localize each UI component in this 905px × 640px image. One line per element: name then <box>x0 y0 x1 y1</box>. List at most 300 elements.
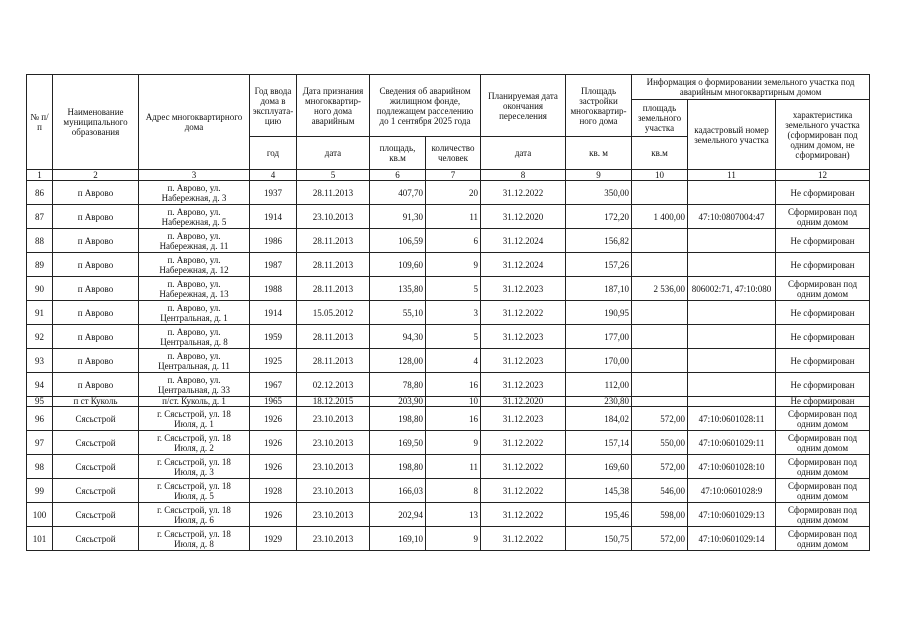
planned-date: 31.12.2020 <box>502 396 544 406</box>
cell-number <box>27 527 53 551</box>
emergency-area: 109,60 <box>398 259 423 270</box>
cell-number <box>27 277 53 301</box>
built-area: 170,00 <box>604 355 630 366</box>
address-line-1: п/ст. Куколь, д. 1 <box>162 396 226 406</box>
col-number: 12 <box>776 170 870 181</box>
cell-area <box>370 229 426 253</box>
characteristic-line-2: одним домом <box>797 490 849 501</box>
cell-people <box>426 205 481 229</box>
commission-year: 1914 <box>264 307 282 318</box>
header-land-area: площадь земельного участка <box>632 100 688 137</box>
cell-land-area <box>632 373 688 397</box>
cell-recognition-date <box>297 373 370 397</box>
row-number: 98 <box>35 461 44 472</box>
cell-people <box>426 407 481 431</box>
table-row <box>27 397 870 407</box>
characteristic-line-1: Не сформирован <box>790 307 855 318</box>
land-area: 2 536,00 <box>653 283 686 294</box>
cell-people <box>426 527 481 551</box>
cell-plan-date <box>481 181 566 205</box>
table-body <box>27 181 870 551</box>
cell-cadastral <box>688 301 776 325</box>
cell-municipality <box>53 325 139 349</box>
people-count: 16 <box>469 379 479 390</box>
people-count: 5 <box>473 283 479 294</box>
row-number: 100 <box>32 509 47 520</box>
address-line-1: п. Аврово, ул. <box>167 350 221 361</box>
cell-area <box>370 349 426 373</box>
cell-characteristic <box>776 503 870 527</box>
address-line-1: г. Сясьстрой, ул. 18 <box>157 480 231 491</box>
people-count: 20 <box>469 187 479 198</box>
cell-address <box>139 431 250 455</box>
cell-people <box>426 373 481 397</box>
cell-recognition-date <box>297 325 370 349</box>
cell-recognition-date <box>297 527 370 551</box>
cell-year <box>250 325 297 349</box>
land-area: 1 400,00 <box>653 211 686 222</box>
row-number: 94 <box>35 379 44 390</box>
characteristic-line-1: Сформирован под <box>788 480 858 491</box>
cadastral-number: 47:10:0601028:9 <box>700 485 763 496</box>
col-number: 9 <box>566 170 632 181</box>
planned-date: 31.12.2023 <box>502 331 544 342</box>
cell-cadastral <box>688 503 776 527</box>
address-line-1: г. Сясьстрой, ул. 18 <box>157 408 231 419</box>
built-area: 184,02 <box>604 413 630 424</box>
cell-built-area <box>566 431 632 455</box>
col-number: 6 <box>370 170 426 181</box>
cell-land-area <box>632 349 688 373</box>
recognition-date: 28.11.2013 <box>312 331 354 342</box>
cell-characteristic <box>776 205 870 229</box>
cell-built-area <box>566 349 632 373</box>
cell-land-area <box>632 503 688 527</box>
commission-year: 1988 <box>264 283 282 294</box>
cell-people <box>426 503 481 527</box>
cell-characteristic <box>776 479 870 503</box>
cell-year <box>250 397 297 407</box>
column-numbers-row <box>27 170 870 181</box>
cell-built-area <box>566 407 632 431</box>
cell-year <box>250 301 297 325</box>
address-line-2: Набережная, д. 5 <box>161 216 227 227</box>
planned-date: 31.12.2024 <box>502 259 544 270</box>
cell-area <box>370 301 426 325</box>
planned-date: 31.12.2023 <box>502 413 544 424</box>
cell-characteristic <box>776 301 870 325</box>
recognition-date: 23.10.2013 <box>312 485 354 496</box>
emergency-area: 91,30 <box>402 211 423 222</box>
cell-plan-date <box>481 205 566 229</box>
cell-land-area <box>632 455 688 479</box>
cell-number <box>27 431 53 455</box>
municipality-name: п Аврово <box>77 211 114 222</box>
cell-year <box>250 229 297 253</box>
commission-year: 1965 <box>264 396 282 406</box>
characteristic-line-2: одним домом <box>797 288 849 299</box>
characteristic-line-2: одним домом <box>797 216 849 227</box>
address-line-2: Центральная, д. 8 <box>160 336 228 347</box>
table-row <box>27 407 870 431</box>
people-count: 9 <box>473 533 479 544</box>
cell-municipality <box>53 181 139 205</box>
address-line-1: п. Аврово, ул. <box>167 278 221 289</box>
cell-address <box>139 407 250 431</box>
planned-date: 31.12.2022 <box>502 307 544 318</box>
cell-plan-date <box>481 431 566 455</box>
unit-built: кв. м <box>566 137 632 170</box>
cell-cadastral <box>688 527 776 551</box>
table-row <box>27 277 870 301</box>
cell-plan-date <box>481 325 566 349</box>
cell-number <box>27 397 53 407</box>
cell-address <box>139 397 250 407</box>
commission-year: 1926 <box>264 413 282 424</box>
recognition-date: 28.11.2013 <box>312 259 354 270</box>
cell-plan-date <box>481 503 566 527</box>
cell-cadastral <box>688 479 776 503</box>
table-row <box>27 431 870 455</box>
cell-built-area <box>566 277 632 301</box>
cell-cadastral <box>688 407 776 431</box>
cell-land-area <box>632 229 688 253</box>
cell-area <box>370 527 426 551</box>
cell-municipality <box>53 479 139 503</box>
cell-municipality <box>53 205 139 229</box>
people-count: 6 <box>473 235 479 246</box>
commission-year: 1929 <box>264 533 282 544</box>
cell-people <box>426 349 481 373</box>
header-land-info: Информация о формировании земельного участка под аварийным многоквартирным домом <box>632 75 870 100</box>
cell-municipality <box>53 527 139 551</box>
cell-address <box>139 373 250 397</box>
table-row <box>27 479 870 503</box>
characteristic-line-1: Сформирован под <box>788 432 858 443</box>
table-row <box>27 455 870 479</box>
planned-date: 31.12.2022 <box>502 509 544 520</box>
people-count: 11 <box>469 211 479 222</box>
commission-year: 1987 <box>264 259 282 270</box>
recognition-date: 28.11.2013 <box>312 283 354 294</box>
unit-date: дата <box>297 137 370 170</box>
planned-date: 31.12.2022 <box>502 461 544 472</box>
cell-recognition-date <box>297 205 370 229</box>
municipality-name: Сясьстрой <box>75 413 116 424</box>
address-line-2: Центральная, д. 33 <box>157 384 231 395</box>
cell-area <box>370 503 426 527</box>
characteristic-line-1: Сформирован под <box>788 504 858 515</box>
cell-characteristic <box>776 229 870 253</box>
cell-municipality <box>53 503 139 527</box>
cell-municipality <box>53 349 139 373</box>
cell-characteristic <box>776 349 870 373</box>
cell-recognition-date <box>297 407 370 431</box>
address-line-1: п. Аврово, ул. <box>167 206 221 217</box>
address-line-2: Центральная, д. 1 <box>160 312 228 323</box>
cell-recognition-date <box>297 253 370 277</box>
cell-address <box>139 455 250 479</box>
emergency-area: 94,30 <box>402 331 423 342</box>
planned-date: 31.12.2023 <box>502 379 544 390</box>
built-area: 156,82 <box>604 235 630 246</box>
emergency-area: 407,70 <box>398 187 423 198</box>
cell-number <box>27 349 53 373</box>
cell-built-area <box>566 325 632 349</box>
address-line-2: Набережная, д. 3 <box>161 192 227 203</box>
cell-built-area <box>566 455 632 479</box>
recognition-date: 23.10.2013 <box>312 461 354 472</box>
cell-municipality <box>53 229 139 253</box>
cell-characteristic <box>776 181 870 205</box>
emergency-area: 169,50 <box>398 437 423 448</box>
cell-recognition-date <box>297 181 370 205</box>
cadastral-number: 47:10:0601028:10 <box>698 461 765 472</box>
planned-date: 31.12.2024 <box>502 235 544 246</box>
cell-recognition-date <box>297 455 370 479</box>
cell-people <box>426 277 481 301</box>
cell-land-area <box>632 181 688 205</box>
cell-land-area <box>632 205 688 229</box>
address-line-2: Июля, д. 8 <box>174 538 214 549</box>
cell-plan-date <box>481 455 566 479</box>
table-row <box>27 205 870 229</box>
address-line-1: г. Сясьстрой, ул. 18 <box>157 456 231 467</box>
cell-characteristic <box>776 277 870 301</box>
commission-year: 1959 <box>264 331 282 342</box>
address-line-2: Июля, д. 1 <box>174 418 214 429</box>
row-number: 97 <box>35 437 44 448</box>
cell-address <box>139 181 250 205</box>
address-line-1: п. Аврово, ул. <box>167 254 221 265</box>
cell-people <box>426 325 481 349</box>
table-row <box>27 373 870 397</box>
header-built-area: Площадь застройки многоквартир-ного дома <box>566 75 632 137</box>
characteristic-line-1: Не сформирован <box>790 396 855 406</box>
cell-recognition-date <box>297 229 370 253</box>
row-number: 86 <box>35 187 44 198</box>
characteristic-line-1: Не сформирован <box>790 379 855 390</box>
cell-number <box>27 503 53 527</box>
municipality-name: п Аврово <box>77 355 114 366</box>
cell-municipality <box>53 431 139 455</box>
cell-year <box>250 407 297 431</box>
unit-land: кв.м <box>632 137 688 170</box>
people-count: 4 <box>473 355 479 366</box>
col-number: 7 <box>426 170 481 181</box>
cell-municipality <box>53 301 139 325</box>
table-row <box>27 325 870 349</box>
cell-characteristic <box>776 527 870 551</box>
cell-municipality <box>53 407 139 431</box>
row-number: 95 <box>35 396 44 406</box>
address-line-1: п. Аврово, ул. <box>167 326 221 337</box>
cell-built-area <box>566 479 632 503</box>
built-area: 172,20 <box>604 211 630 222</box>
municipality-name: Сясьстрой <box>75 461 116 472</box>
emergency-area: 202,94 <box>398 509 423 520</box>
cell-built-area <box>566 205 632 229</box>
people-count: 11 <box>469 461 479 472</box>
recognition-date: 18.12.2015 <box>312 396 354 406</box>
cell-number <box>27 253 53 277</box>
commission-year: 1926 <box>264 509 282 520</box>
cell-address <box>139 277 250 301</box>
cell-number <box>27 181 53 205</box>
row-number: 99 <box>35 485 44 496</box>
cell-characteristic <box>776 325 870 349</box>
cell-number <box>27 205 53 229</box>
commission-year: 1914 <box>264 211 282 222</box>
cell-number <box>27 325 53 349</box>
col-number: 11 <box>688 170 776 181</box>
cell-municipality <box>53 455 139 479</box>
cell-address <box>139 253 250 277</box>
cell-characteristic <box>776 397 870 407</box>
cell-municipality <box>53 277 139 301</box>
cell-people <box>426 397 481 407</box>
recognition-date: 23.10.2013 <box>312 509 354 520</box>
header-planned-date: Планируемая дата окончания переселения <box>481 75 566 137</box>
header-fund-info: Сведения об аварийном жилищном фонде, подлежащем расселению до 1 сентября 2025 года <box>370 75 481 137</box>
commission-year: 1928 <box>264 485 282 496</box>
recognition-date: 15.05.2012 <box>312 307 354 318</box>
cell-area <box>370 253 426 277</box>
table-row <box>27 349 870 373</box>
cell-cadastral <box>688 205 776 229</box>
cell-area <box>370 181 426 205</box>
municipality-name: п Аврово <box>77 259 114 270</box>
emergency-area: 166,03 <box>398 485 423 496</box>
cell-address <box>139 325 250 349</box>
built-area: 169,60 <box>604 461 630 472</box>
cell-cadastral <box>688 373 776 397</box>
address-line-1: п. Аврово, ул. <box>167 302 221 313</box>
cell-area <box>370 455 426 479</box>
address-line-2: Июля, д. 3 <box>174 466 214 477</box>
emergency-area: 135,80 <box>398 283 423 294</box>
cell-address <box>139 349 250 373</box>
built-area: 177,00 <box>604 331 630 342</box>
characteristic-line-2: одним домом <box>797 538 849 549</box>
commission-year: 1926 <box>264 437 282 448</box>
row-number: 88 <box>35 235 44 246</box>
cell-land-area <box>632 407 688 431</box>
address-line-1: г. Сясьстрой, ул. 18 <box>157 504 231 515</box>
header-address: Адрес многоквартирного дома <box>139 75 250 170</box>
cell-built-area <box>566 373 632 397</box>
cell-address <box>139 527 250 551</box>
cell-area <box>370 277 426 301</box>
built-area: 190,95 <box>604 307 630 318</box>
cell-cadastral <box>688 181 776 205</box>
address-line-1: п. Аврово, ул. <box>167 182 221 193</box>
header-number: № п/п <box>27 75 53 170</box>
emergency-area: 169,10 <box>398 533 423 544</box>
characteristic-line-1: Сформирован под <box>788 408 858 419</box>
people-count: 13 <box>469 509 479 520</box>
land-area: 572,00 <box>660 413 686 424</box>
address-line-1: г. Сясьстрой, ул. 18 <box>157 432 231 443</box>
characteristic-line-2: одним домом <box>797 418 849 429</box>
address-line-2: Июля, д. 6 <box>174 514 214 525</box>
cell-area <box>370 407 426 431</box>
table-row <box>27 503 870 527</box>
cadastral-number: 47:10:0601029:14 <box>698 533 765 544</box>
land-area: 546,00 <box>660 485 686 496</box>
cell-address <box>139 503 250 527</box>
planned-date: 31.12.2023 <box>502 283 544 294</box>
municipality-name: п ст Куколь <box>73 396 118 406</box>
cell-cadastral <box>688 431 776 455</box>
cell-cadastral <box>688 455 776 479</box>
cell-recognition-date <box>297 503 370 527</box>
cell-characteristic <box>776 455 870 479</box>
cell-area <box>370 205 426 229</box>
cell-address <box>139 229 250 253</box>
built-area: 112,00 <box>604 379 630 390</box>
characteristic-line-1: Сформирован под <box>788 456 858 467</box>
cell-built-area <box>566 397 632 407</box>
land-area: 572,00 <box>660 461 686 472</box>
cell-area <box>370 325 426 349</box>
planned-date: 31.12.2020 <box>502 211 544 222</box>
header-recognition-date: Дата признания многоквартир-ного дома аварийным <box>297 75 370 137</box>
cell-cadastral <box>688 229 776 253</box>
cell-year <box>250 205 297 229</box>
people-count: 10 <box>469 396 479 406</box>
municipality-name: п Аврово <box>77 379 114 390</box>
table-row <box>27 301 870 325</box>
cell-year <box>250 253 297 277</box>
cell-cadastral <box>688 397 776 407</box>
cell-plan-date <box>481 373 566 397</box>
col-number: 5 <box>297 170 370 181</box>
characteristic-line-1: Не сформирован <box>790 331 855 342</box>
cell-year <box>250 431 297 455</box>
cell-number <box>27 229 53 253</box>
municipality-name: Сясьстрой <box>75 533 116 544</box>
cell-built-area <box>566 503 632 527</box>
address-line-2: Центральная, д. 11 <box>158 360 230 371</box>
address-line-2: Июля, д. 2 <box>174 442 214 453</box>
people-count: 9 <box>473 437 479 448</box>
characteristic-line-2: одним домом <box>797 514 849 525</box>
row-number: 91 <box>35 307 44 318</box>
table-row <box>27 181 870 205</box>
cell-number <box>27 479 53 503</box>
cell-municipality <box>53 373 139 397</box>
cell-year <box>250 181 297 205</box>
header-municipality: Наименование муниципального образования <box>53 75 139 170</box>
cell-area <box>370 431 426 455</box>
cell-built-area <box>566 181 632 205</box>
cell-cadastral <box>688 277 776 301</box>
people-count: 8 <box>473 485 479 496</box>
cell-address <box>139 205 250 229</box>
row-number: 93 <box>35 355 44 366</box>
planned-date: 31.12.2023 <box>502 355 544 366</box>
col-number: 10 <box>632 170 688 181</box>
unit-plan-date: дата <box>481 137 566 170</box>
cell-recognition-date <box>297 431 370 455</box>
address-line-1: п. Аврово, ул. <box>167 230 221 241</box>
cell-recognition-date <box>297 301 370 325</box>
recognition-date: 02.12.2013 <box>312 379 354 390</box>
commission-year: 1937 <box>264 187 282 198</box>
cell-plan-date <box>481 253 566 277</box>
cell-plan-date <box>481 229 566 253</box>
